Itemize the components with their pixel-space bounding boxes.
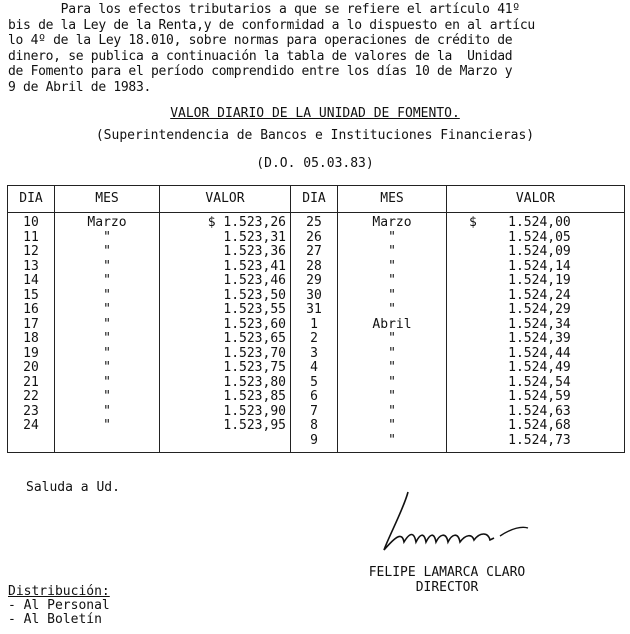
header-dia-2: DIA [291, 186, 338, 213]
valor-cell: $ 1.523,26 [160, 213, 291, 231]
mes-cell: " [55, 376, 160, 391]
distribution-item: - Al Personal [8, 598, 110, 613]
dia-cell: 23 [8, 405, 55, 420]
valor-cell: 1.524,68 [447, 419, 625, 434]
dia-cell: 9 [291, 434, 338, 453]
dia-cell: 6 [291, 390, 338, 405]
valor-cell: 1.523,41 [160, 260, 291, 275]
intro-line: dinero, se publica a continuación la tabla de valores de la Unidad [8, 48, 513, 64]
valor-cell: 1.523,75 [160, 361, 291, 376]
mes-cell: " [338, 303, 447, 318]
valor-cell: 1.523,46 [160, 274, 291, 289]
header-mes-2: MES [338, 186, 447, 213]
intro-line: 9 de Abril de 1983. [8, 79, 152, 95]
dia-cell: 1 [291, 318, 338, 333]
mes-cell: " [55, 245, 160, 260]
mes-cell: " [338, 245, 447, 260]
mes-cell: " [338, 419, 447, 434]
mes-cell: Abril [338, 318, 447, 333]
intro-paragraph [8, 2, 624, 95]
valor-cell: 1.524,29 [447, 303, 625, 318]
mes-cell: Marzo [55, 213, 160, 231]
mes-cell: " [338, 376, 447, 391]
dia-cell: 11 [8, 231, 55, 246]
header-mes: MES [55, 186, 160, 213]
mes-cell: " [338, 231, 447, 246]
dia-cell: 29 [291, 274, 338, 289]
dia-cell: 21 [8, 376, 55, 391]
intro-line: bis de la Ley de la Renta,y de conformidad a lo dispuesto en al artícu [8, 17, 535, 33]
mes-cell: " [55, 347, 160, 362]
valor-cell: 1.523,65 [160, 332, 291, 347]
valor-cell: 1.524,59 [447, 390, 625, 405]
mes-cell: " [338, 260, 447, 275]
mes-cell: " [55, 303, 160, 318]
table-row [8, 231, 625, 246]
table-row [8, 361, 625, 376]
table-header-row [8, 186, 625, 213]
intro-line: lo 4º de la Ley 18.010, sobre normas para operaciones de crédito de [8, 33, 513, 48]
dia-cell: 27 [291, 245, 338, 260]
mes-cell: " [338, 361, 447, 376]
valor-cell: 1.524,05 [447, 231, 625, 246]
dia-cell: 25 [291, 213, 338, 231]
intro-line: Para los efectos tributarios a que se refiere el artículo 41º [8, 2, 520, 17]
valor-cell [160, 434, 291, 453]
mes-cell: " [55, 274, 160, 289]
dia-cell: 30 [291, 289, 338, 304]
valor-cell: 1.523,95 [160, 419, 291, 434]
handwritten-signature [376, 488, 546, 558]
mes-cell [55, 434, 160, 453]
valor-cell: 1.523,60 [160, 318, 291, 333]
document-heading: VALOR DIARIO DE LA UNIDAD DE FOMENTO. [170, 106, 460, 121]
valor-cell: 1.524,54 [447, 376, 625, 391]
table-row [8, 260, 625, 275]
mes-cell: " [338, 434, 447, 453]
valor-cell: 1.524,49 [447, 361, 625, 376]
valor-cell: 1.524,44 [447, 347, 625, 362]
dia-cell: 15 [8, 289, 55, 304]
mes-cell: " [55, 260, 160, 275]
header-valor-2: VALOR [447, 186, 625, 213]
valor-cell: 1.523,90 [160, 405, 291, 420]
dia-cell: 5 [291, 376, 338, 391]
header-valor: VALOR [160, 186, 291, 213]
table-row [8, 376, 625, 391]
dia-cell: 3 [291, 347, 338, 362]
dia-cell: 12 [8, 245, 55, 260]
table-row [8, 405, 625, 420]
table-row [8, 303, 625, 318]
valor-cell: 1.523,50 [160, 289, 291, 304]
table-row [8, 274, 625, 289]
signer-name: FELIPE LAMARCA CLARO [368, 565, 526, 580]
distribution-list [8, 585, 110, 627]
valor-cell: 1.523,80 [160, 376, 291, 391]
valor-cell: 1.523,31 [160, 231, 291, 246]
dia-cell [8, 434, 55, 453]
dia-cell: 19 [8, 347, 55, 362]
dia-cell: 13 [8, 260, 55, 275]
valor-cell: 1.524,19 [447, 274, 625, 289]
mes-cell: " [55, 390, 160, 405]
valor-cell: 1.524,14 [447, 260, 625, 275]
mes-cell: " [338, 390, 447, 405]
valor-cell: 1.523,70 [160, 347, 291, 362]
mes-cell: " [55, 405, 160, 420]
intro-line: de Fomento para el período comprendido entre los días 10 de Marzo y [8, 64, 513, 79]
mes-cell: " [55, 318, 160, 333]
mes-cell: " [55, 419, 160, 434]
valor-cell: $ 1.524,00 [447, 213, 625, 231]
dia-cell: 2 [291, 332, 338, 347]
distribution-item: - Al Boletín [8, 612, 102, 627]
closing-text: Saluda a Ud. [26, 480, 120, 495]
mes-cell: " [55, 289, 160, 304]
dia-cell: 28 [291, 260, 338, 275]
uf-values-table [7, 185, 625, 453]
dia-cell: 26 [291, 231, 338, 246]
document-subheading: (Superintendencia de Bancos e Instituciones Financieras) [95, 128, 535, 143]
dia-cell: 31 [291, 303, 338, 318]
valor-cell: 1.524,09 [447, 245, 625, 260]
signer-block [352, 565, 542, 595]
mes-cell: " [55, 332, 160, 347]
valor-cell: 1.523,55 [160, 303, 291, 318]
publication-reference: (D.O. 05.03.83) [256, 156, 374, 171]
table-row [8, 419, 625, 434]
dia-cell: 8 [291, 419, 338, 434]
valor-cell: 1.524,34 [447, 318, 625, 333]
header-dia: DIA [8, 186, 55, 213]
dia-cell: 10 [8, 213, 55, 231]
table-row [8, 213, 625, 231]
dia-cell: 20 [8, 361, 55, 376]
valor-cell: 1.524,73 [447, 434, 625, 453]
signer-title: DIRECTOR [415, 580, 479, 595]
mes-cell: " [55, 231, 160, 246]
mes-cell: " [338, 289, 447, 304]
dia-cell: 24 [8, 419, 55, 434]
dia-cell: 22 [8, 390, 55, 405]
table-row [8, 347, 625, 362]
table-row [8, 332, 625, 347]
valor-cell: 1.523,85 [160, 390, 291, 405]
mes-cell: Marzo [338, 213, 447, 231]
dia-cell: 16 [8, 303, 55, 318]
dia-cell: 18 [8, 332, 55, 347]
mes-cell: " [338, 274, 447, 289]
mes-cell: " [338, 405, 447, 420]
valor-cell: 1.524,39 [447, 332, 625, 347]
distribution-title: Distribución: [8, 584, 110, 599]
table-row [8, 434, 625, 453]
dia-cell: 14 [8, 274, 55, 289]
table-row [8, 390, 625, 405]
dia-cell: 17 [8, 318, 55, 333]
table-row [8, 318, 625, 333]
valor-cell: 1.524,24 [447, 289, 625, 304]
dia-cell: 4 [291, 361, 338, 376]
valor-cell: 1.523,36 [160, 245, 291, 260]
dia-cell: 7 [291, 405, 338, 420]
mes-cell: " [338, 347, 447, 362]
mes-cell: " [55, 361, 160, 376]
table-row [8, 245, 625, 260]
table-row [8, 289, 625, 304]
mes-cell: " [338, 332, 447, 347]
valor-cell: 1.524,63 [447, 405, 625, 420]
